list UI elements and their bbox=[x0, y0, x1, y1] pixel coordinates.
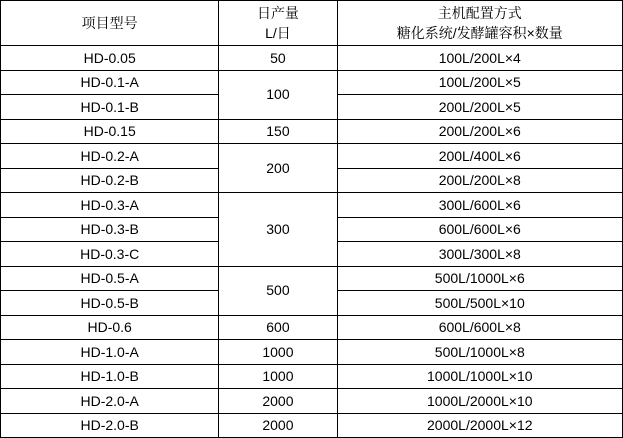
cell-config: 200L/200L×6 bbox=[337, 119, 622, 144]
cell-config: 1000L/2000L×10 bbox=[337, 389, 622, 414]
cell-config: 500L/500L×10 bbox=[337, 291, 622, 316]
cell-output: 100 bbox=[219, 70, 337, 119]
cell-model: HD-0.1-A bbox=[1, 70, 219, 95]
cell-config: 600L/600L×6 bbox=[337, 217, 622, 242]
table-row bbox=[1, 315, 623, 340]
header-output-line-2: L/日 bbox=[265, 25, 291, 41]
cell-config: 200L/400L×6 bbox=[337, 144, 622, 169]
cell-config: 2000L/2000L×12 bbox=[337, 413, 622, 438]
cell-model: HD-2.0-A bbox=[1, 389, 219, 414]
table-row bbox=[1, 119, 623, 144]
header-model-line-1: 项目型号 bbox=[81, 14, 138, 31]
cell-output: 300 bbox=[219, 193, 337, 267]
table-row bbox=[1, 340, 623, 365]
table-row bbox=[1, 193, 623, 218]
cell-model: HD-0.6 bbox=[1, 315, 219, 340]
cell-config: 500L/1000L×6 bbox=[337, 266, 622, 291]
cell-config: 600L/600L×8 bbox=[337, 315, 622, 340]
cell-model: HD-0.3-B bbox=[1, 217, 219, 242]
cell-model: HD-0.5-A bbox=[1, 266, 219, 291]
cell-model: HD-0.5-B bbox=[1, 291, 219, 316]
cell-output: 1000 bbox=[219, 364, 337, 389]
cell-model: HD-1.0-A bbox=[1, 340, 219, 365]
cell-output: 200 bbox=[219, 144, 337, 193]
cell-config: 300L/300L×8 bbox=[337, 242, 622, 267]
table-body bbox=[1, 46, 623, 438]
header-config-line-2: 糖化系统/发酵罐容积×数量 bbox=[396, 25, 563, 41]
cell-config: 1000L/1000L×10 bbox=[337, 364, 622, 389]
cell-model: HD-1.0-B bbox=[1, 364, 219, 389]
cell-model: HD-0.15 bbox=[1, 119, 219, 144]
cell-output: 600 bbox=[219, 315, 337, 340]
table-row bbox=[1, 389, 623, 414]
table-row bbox=[1, 46, 623, 71]
cell-config: 200L/200L×8 bbox=[337, 168, 622, 193]
cell-output: 2000 bbox=[219, 389, 337, 414]
cell-config: 500L/1000L×8 bbox=[337, 340, 622, 365]
cell-model: HD-0.3-A bbox=[1, 193, 219, 218]
cell-config: 100L/200L×5 bbox=[337, 70, 622, 95]
cell-config: 100L/200L×4 bbox=[337, 46, 622, 71]
cell-model: HD-0.1-B bbox=[1, 95, 219, 120]
cell-output: 500 bbox=[219, 266, 337, 315]
table-row bbox=[1, 413, 623, 438]
cell-output: 150 bbox=[219, 119, 337, 144]
table-row bbox=[1, 266, 623, 291]
cell-output: 2000 bbox=[219, 413, 337, 438]
header-row bbox=[1, 1, 623, 46]
table-row bbox=[1, 144, 623, 169]
table-row bbox=[1, 70, 623, 95]
cell-model: HD-0.2-B bbox=[1, 168, 219, 193]
header-config-line-1: 主机配置方式 bbox=[437, 4, 522, 21]
header-output bbox=[219, 1, 337, 46]
header-output-line-1: 日产量 bbox=[256, 4, 299, 21]
cell-model: HD-2.0-B bbox=[1, 413, 219, 438]
cell-model: HD-0.2-A bbox=[1, 144, 219, 169]
table-row bbox=[1, 364, 623, 389]
header-model bbox=[1, 1, 219, 46]
cell-model: HD-0.3-C bbox=[1, 242, 219, 267]
cell-model: HD-0.05 bbox=[1, 46, 219, 71]
table-header bbox=[1, 1, 623, 46]
header-config bbox=[337, 1, 622, 46]
cell-output: 1000 bbox=[219, 340, 337, 365]
cell-config: 300L/600L×6 bbox=[337, 193, 622, 218]
cell-config: 200L/200L×5 bbox=[337, 95, 622, 120]
cell-output: 50 bbox=[219, 46, 337, 71]
